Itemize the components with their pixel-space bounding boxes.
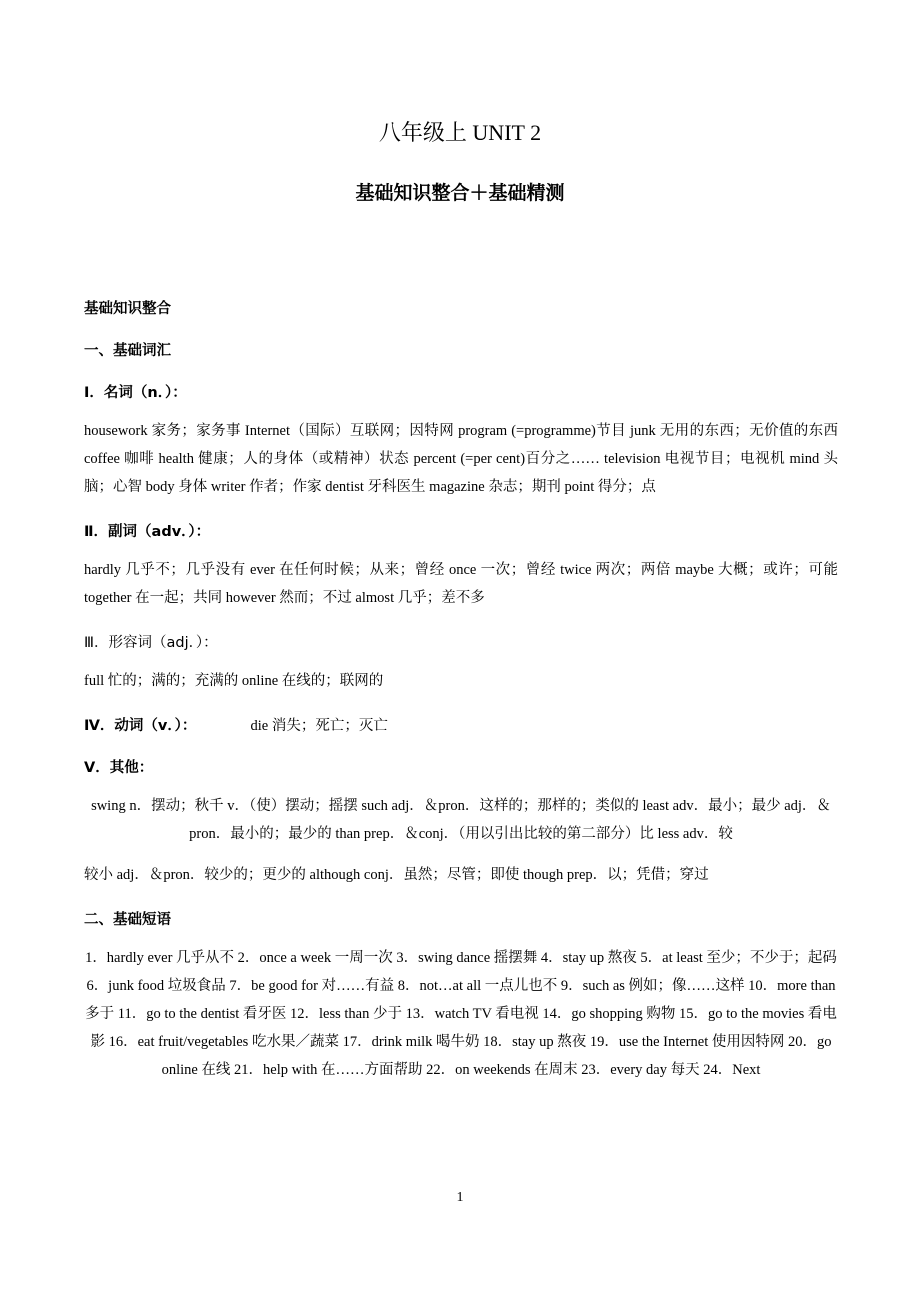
adverbs-paragraph: hardly 几乎不；几乎没有 ever 在任何时候；从来；曾经 once 一次；曾经 twice 两次；两倍 maybe 大概；或许；可能 together 在一起；共同 however 然而；不过 almost 几乎；差不多: [84, 562, 838, 606]
verbs-text: die 消失；死亡；灭亡: [250, 718, 388, 734]
verbs-heading: Ⅳ．动词（v．）：: [84, 718, 197, 734]
phrases-paragraph: 1．hardly ever 几乎从不 2．once a week 一周一次 3．swing dance 摇摆舞 4．stay up 熬夜 5．at least 至少；不少于；起码 6．junk food 垃圾食品 7．be good for 对……有益 8．not…at all 一点儿也不 9．such as 例如；像……这样 10．more than 多于 11．go to the dentist 看牙医 12．less than 少于 13．watch TV 看电视 14．go shopping 购物 15．go to the movies 看电影 16．eat fruit/vegetables 吃水果／蔬菜 17．drink milk 喝牛奶 18．stay up 熬夜 19．use the Internet 使用因特网 20．go online 在线 21．help with 在……方面帮助 22．on weekends 在周末 23．every day 每天 24．Next: [85, 950, 837, 1078]
others-heading: Ⅴ．其他：: [84, 760, 154, 776]
nouns-heading: I．名词（n．）：: [84, 385, 187, 401]
document-body: [84, 298, 838, 1084]
nouns-paragraph: housework 家务；家务事 Internet（国际）互联网；因特网 program (=programme)节目 junk 无用的东西；无价值的东西 coffee 咖啡 health 健康；人的身体（或精神）状态 percent (=per cent)百分之…… television 电视节目；电视机 mind 头脑；心智 body 身体 writer 作者；作家 dentist 牙科医生 magazine 杂志；期刊 point 得分；点: [84, 423, 838, 495]
document-title: 八年级上 UNIT 2: [378, 120, 542, 145]
section-title: 基础知识整合: [84, 301, 171, 317]
others-paragraph-continued: 较小 adj．＆pron．较少的；更少的 although conj．虽然；尽管；即使 though prep．以；凭借；穿过: [84, 867, 709, 883]
others-paragraph: swing n．摆动；秋千 v．（使）摆动；摇摆 such adj．＆pron．这样的；那样的；类似的 least adv．最小；最少 adj．＆ pron．最小的；最少的 than prep．＆conj．（用以引出比较的第二部分）比 less adv．较: [91, 798, 831, 842]
adjectives-heading: Ⅲ．形容词（adj．）：: [84, 635, 218, 651]
adverbs-heading: Ⅱ．副词（adv．）：: [84, 524, 211, 540]
verbs-line: [84, 715, 838, 737]
document-subtitle: 基础知识整合＋基础精测: [355, 183, 565, 204]
phrases-heading: 二、基础短语: [84, 912, 171, 928]
page-number: 1: [456, 1190, 464, 1205]
adjectives-paragraph: full 忙的；满的；充满的 online 在线的；联网的: [84, 673, 384, 689]
vocab-heading: 一、基础词汇: [84, 343, 171, 359]
